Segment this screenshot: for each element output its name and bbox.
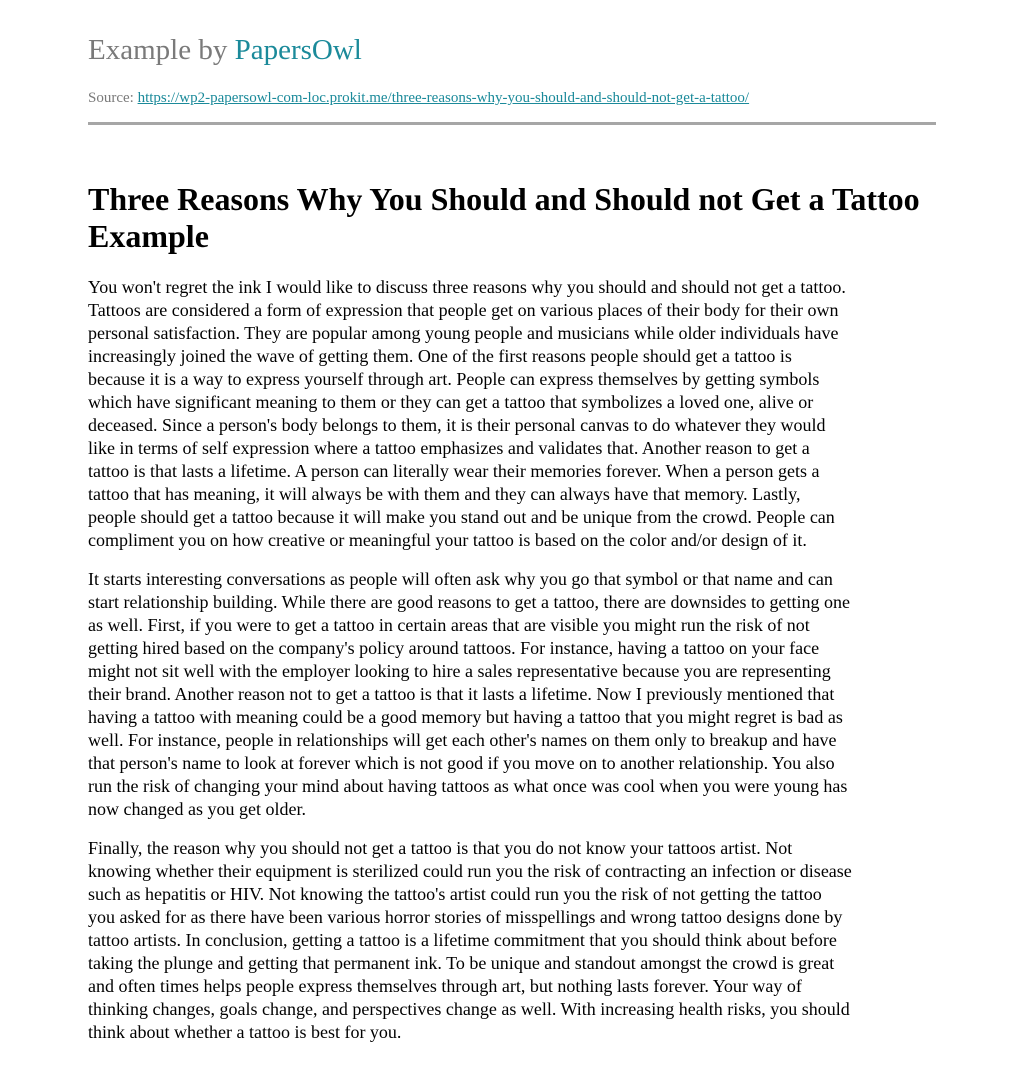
source-link[interactable]: https://wp2-papersowl-com-loc.prokit.me/three-reasons-why-you-should-and-should-not-get-a-tattoo/ [137,90,750,106]
source-line [88,89,749,107]
paragraph-2: It starts interesting conversations as people will often ask why you go that symbol or that name and can start relationship building. While there are good reasons to get a tattoo, there are downsides to getting one as well. First, if you were to get a tattoo in certain areas that are visible you might run the risk of not getting hired based on the company's policy around tattoos. For instance, having a tattoo on your face might not sit well with the employer looking to hire a sales representative because you are representing their brand. Another reason not to get a tattoo is that it lasts a lifetime. Now I previously mentioned that having a tattoo with meaning could be a good memory but having a tattoo that you might regret is bad as well. For instance, people in relationships will get each other's names on them only to breakup and have that person's name to look at forever which is not good if you move on to another relationship. You also run the risk of changing your mind about having tattoos as what once was cool when you were young has now changed as you get older. [88,569,850,819]
brand-header [88,32,362,68]
brand-prefix: Example by [88,34,228,66]
document-title: Three Reasons Why You Should and Should not Get a Tattoo Example [88,181,920,254]
source-label: Source: [88,90,134,106]
document-body [88,276,948,1060]
header-divider [88,122,936,125]
paragraph-1: You won't regret the ink I would like to discuss three reasons why you should and should not get a tattoo. Tattoos are considered a form of expression that people get on various places of their body for their own personal satisfaction. They are popular among young people and musicians while older individuals have increasingly joined the wave of getting them. One of the first reasons people should get a tattoo is because it is a way to express yourself through art. People can express themselves by getting symbols which have significant meaning to them or they can get a tattoo that symbolizes a loved one, alive or deceased. Since a person's body belongs to them, it is their personal canvas to do whatever they would like in terms of self expression where a tattoo emphasizes and validates that. Another reason to get a tattoo is that lasts a lifetime. A person can literally wear their memories forever. When a person gets a tattoo that has meaning, it will always be with them and they can always have that memory. Lastly, people should get a tattoo because it will make you stand out and be unique from the crowd. People can compliment you on how creative or meaningful your tattoo is based on the color and/or design of it. [88,277,846,550]
brand-name[interactable]: PapersOwl [234,34,362,66]
paragraph-3: Finally, the reason why you should not get a tattoo is that you do not know your tattoos artist. Not knowing whether their equipment is sterilized could run you the risk of contracting an infection or disease such as hepatitis or HIV. Not knowing the tattoo's artist could run you the risk of not getting the tattoo you asked for as there have been various horror stories of misspellings and wrong tattoo designs done by tattoo artists. In conclusion, getting a tattoo is a lifetime commitment that you should think about before taking the plunge and getting that permanent ink. To be unique and standout amongst the crowd is great and often times helps people express themselves through art, but nothing lasts forever. Your way of thinking changes, goals change, and perspectives change as well. With increasing health risks, you should think about whether a tattoo is best for you. [88,838,852,1042]
